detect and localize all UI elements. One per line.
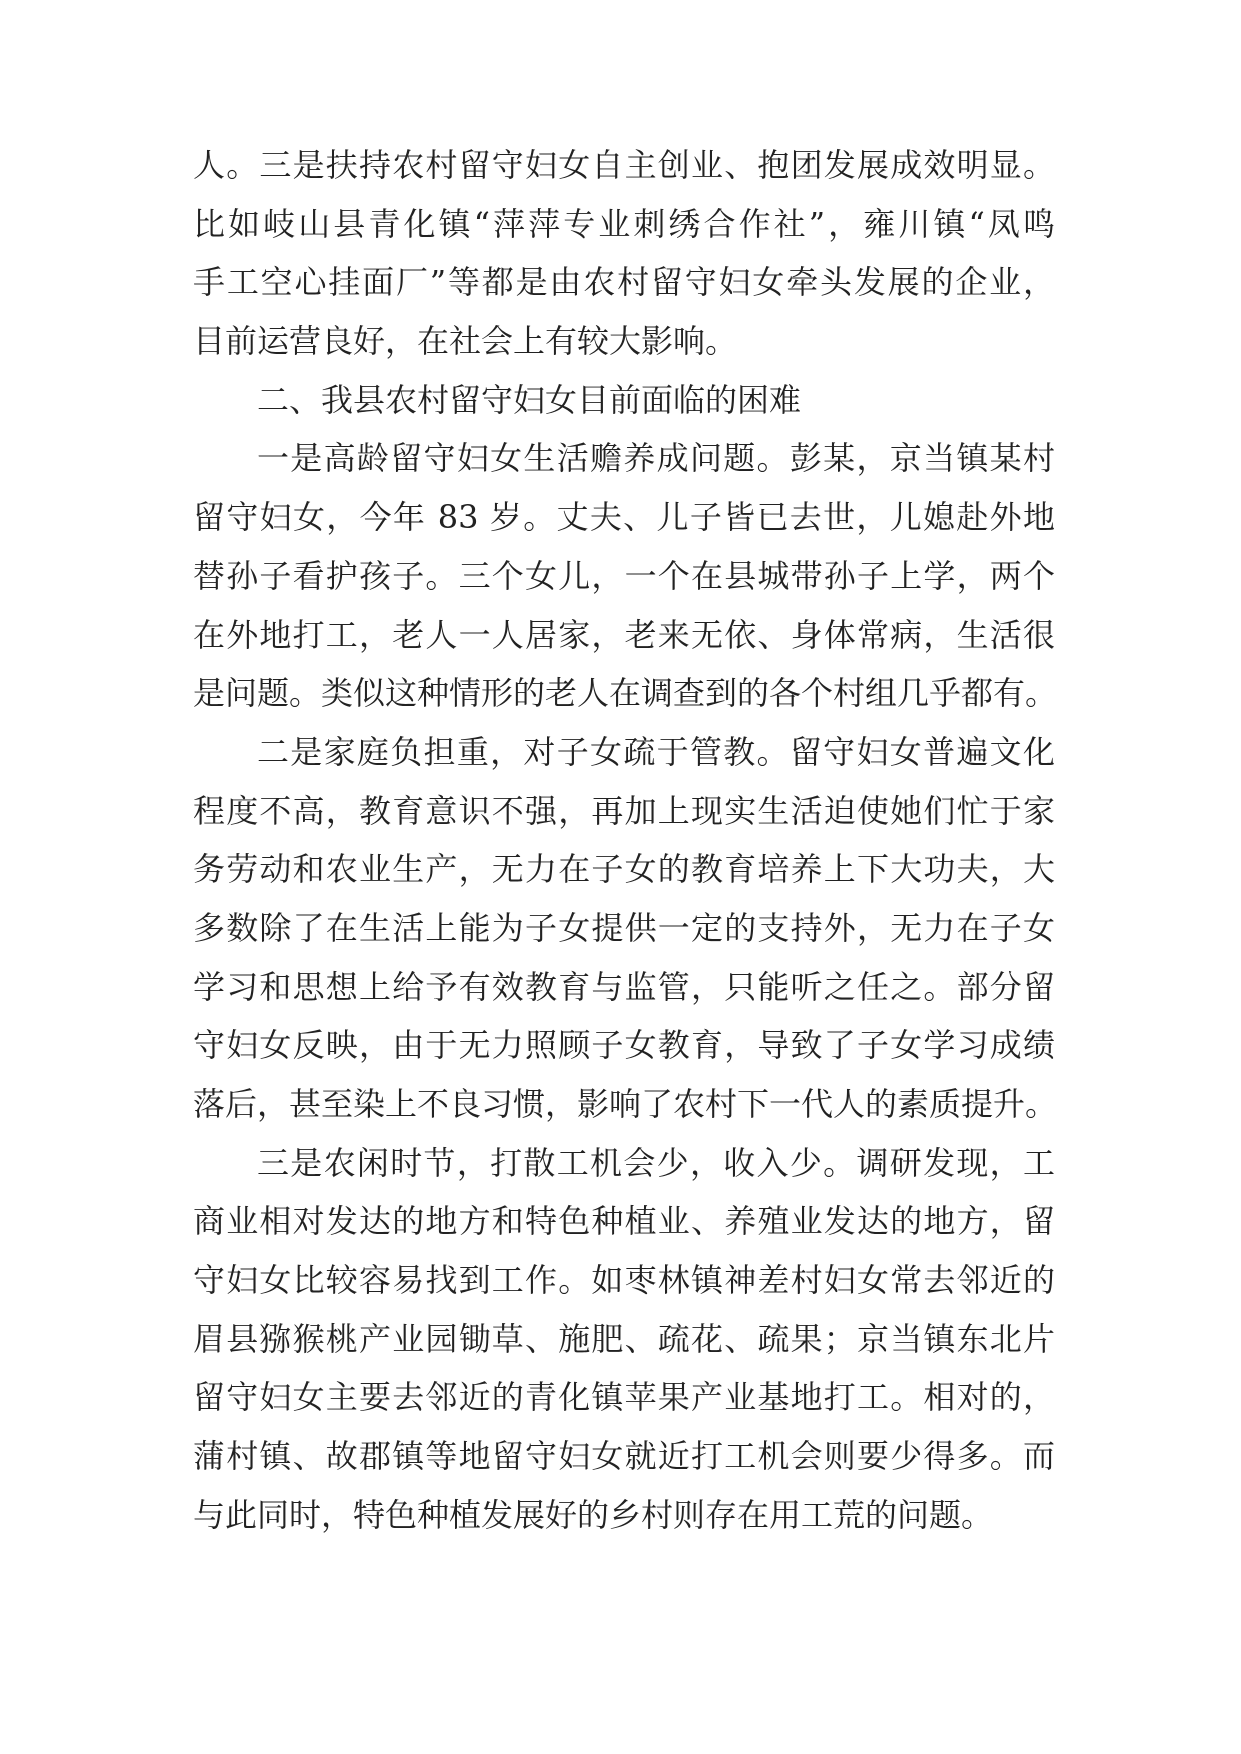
text-line: 蒲村镇、故郡镇等地留守妇女就近打工机会则要少得多。而 [193,1437,1055,1476]
text-line: 是问题。类似这种情形的老人在调查到的各个村组几乎都有。 [193,674,1058,713]
text-line: 目前运营良好，在社会上有较大影响。 [193,322,738,361]
text-line: 守妇女比较容易找到工作。如枣林镇神差村妇女常去邻近的 [193,1261,1055,1300]
text-line: 与此同时，特色种植发展好的乡村则存在用工荒的问题。 [193,1495,994,1534]
text-line: 一是高龄留守妇女生活赡养成问题。彭某，京当镇某村 [257,439,1055,478]
text-line: 留守妇女，今年 83 岁。丈夫、儿子皆已去世，儿媳赴外地 [193,498,1055,537]
text-line: 学习和思想上给予有效教育与监管，只能听之任之。部分留 [193,967,1055,1006]
text-line: 留守妇女主要去邻近的青化镇苹果产业基地打工。相对的， [193,1378,1055,1417]
text-line: 比如岐山县青化镇“萍萍专业刺绣合作社”，雍川镇“凤鸣 [193,204,1055,243]
text-line: 守妇女反映，由于无力照顾子女教育，导致了子女学习成绩 [193,1026,1055,1065]
text-line: 人。三是扶持农村留守妇女自主创业、抱团发展成效明显。 [193,146,1055,184]
text-line: 在外地打工，老人一人居家，老来无依、身体常病，生活很 [193,615,1055,654]
text-line: 落后，甚至染上不良习惯，影响了农村下一代人的素质提升。 [193,1085,1058,1123]
text-line: 眉县猕猴桃产业园锄草、施肥、疏花、疏果；京当镇东北片 [193,1319,1055,1358]
text-line: 替孙子看护孩子。三个女儿，一个在县城带孙子上学，两个 [193,556,1055,595]
document-page [193,136,1058,1545]
text-line: 商业相对发达的地方和特色种植业、养殖业发达的地方，留 [193,1202,1055,1241]
text-line: 二是家庭负担重，对子女疏于管教。留守妇女普遍文化 [257,732,1055,771]
text-line: 多数除了在生活上能为子女提供一定的支持外，无力在子女 [193,908,1055,947]
text-line: 三是农闲时节，打散工机会少，收入少。调研发现，工 [257,1143,1055,1182]
text-line: 程度不高，教育意识不强，再加上现实生活迫使她们忙于家 [193,791,1055,830]
text-line: 务劳动和农业生产，无力在子女的教育培养上下大功夫，大 [193,850,1055,889]
text-line: 二、我县农村留守妇女目前面临的困难 [257,380,802,419]
text-line: 手工空心挂面厂”等都是由农村留守妇女牵头发展的企业， [193,263,1055,302]
